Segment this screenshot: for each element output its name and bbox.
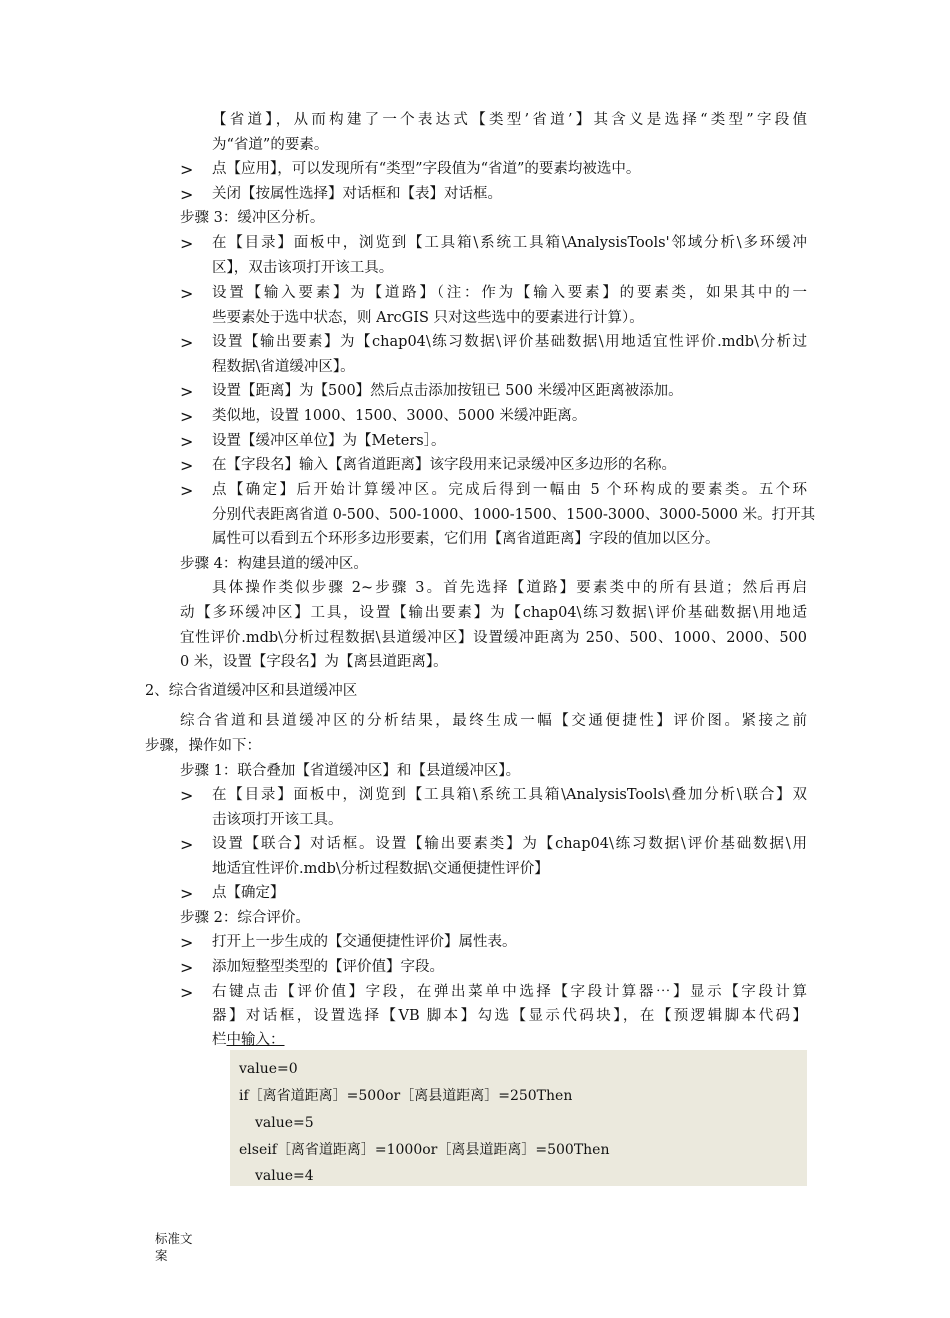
text-run: 栏 — [212, 1032, 227, 1048]
bullet-arrow-icon: > — [180, 234, 194, 253]
bullet-arrow-icon: > — [180, 160, 194, 179]
bullet-arrow-icon: > — [180, 333, 194, 352]
code-line: value=5 — [255, 1115, 314, 1131]
list-item-continuation: 属性可以看到五个环形多边形要素，它们用【离省道距离】字段的值加以区分。 — [212, 531, 720, 547]
bullet-arrow-icon: > — [180, 185, 194, 204]
list-item-continuation: 击该项打开该工具。 — [212, 812, 343, 828]
bullet-arrow-icon: > — [180, 407, 194, 426]
paragraph-line: 宜性评价.mdb\分析过程数据\县道缓冲区】设置缓冲距离为 250、500、1000、2000、500 — [180, 630, 807, 646]
list-item: 类似地，设置 1000、1500、3000、5000 米缓冲距离。 — [212, 408, 587, 424]
list-item: 点【确定】 — [212, 885, 285, 901]
section-heading: 2、综合省道缓冲区和县道缓冲区 — [145, 683, 358, 699]
code-line: value=4 — [255, 1168, 314, 1184]
list-item-continuation: 些要素处于选中状态，则 ArcGIS 只对这些选中的要素进行计算）。 — [212, 310, 644, 326]
list-item-continuation: 程数据\省道缓冲区】。 — [212, 359, 355, 375]
bullet-arrow-icon: > — [180, 933, 194, 952]
bullet-arrow-icon: > — [180, 481, 194, 500]
list-item: 在【目录】面板中，浏览到【工具箱\系统工具箱\AnalysisTools'邻域分析\多环缓冲 — [212, 235, 807, 251]
list-item-continuation: 地适宜性评价.mdb\分析过程数据\交通便捷性评价】 — [212, 861, 549, 877]
list-item: 设置【距离】为【500】然后点击添加按钮已 500 米缓冲区距离被添加。 — [212, 383, 683, 399]
list-item: 点【应用】，可以发现所有“类型”字段值为“省道”的要素均被选中。 — [212, 161, 641, 177]
code-line: value=0 — [239, 1061, 298, 1077]
step-heading: 步骤 2：综合评价。 — [180, 910, 310, 926]
list-item: 在【目录】面板中，浏览到【工具箱\系统工具箱\AnalysisTools\叠加分析\联合】双 — [212, 787, 807, 803]
list-item: 关闭【按属性选择】对话框和【表】对话框。 — [212, 186, 502, 202]
bullet-arrow-icon: > — [180, 884, 194, 903]
list-item-continuation: 器】对话框，设置选择【VB 脚本】勾选【显示代码块】，在【预逻辑脚本代码】 — [212, 1008, 807, 1024]
list-item: 设置【缓冲区单位】为【Meters］。 — [212, 433, 446, 449]
list-item: 添加短整型类型的【评价值】字段。 — [212, 959, 444, 975]
list-item: 在【字段名】输入【离省道距离】该字段用来记录缓冲区多边形的名称。 — [212, 457, 676, 473]
bullet-arrow-icon: > — [180, 456, 194, 475]
list-item-continuation: 分别代表距离省道 0-500、500-1000、1000-1500、1500-3000、3000-5000 米。打开其 — [212, 507, 816, 523]
paragraph-line: 【省道】，从而构建了一个表达式【类型’省道’】其含义是选择“类型”字段值 — [212, 112, 807, 128]
footer-text: 案 — [155, 1248, 168, 1263]
step-heading: 步骤 4：构建县道的缓冲区。 — [180, 556, 368, 572]
code-line: if［离省道距离］=500or［离县道距离］=250Then — [239, 1088, 573, 1104]
paragraph-line: 为“省道”的要素。 — [212, 137, 329, 153]
list-item: 右键点击【评价值】字段，在弹出菜单中选择【字段计算器⋯】显示【字段计算 — [212, 984, 807, 1000]
bullet-arrow-icon: > — [180, 835, 194, 854]
code-line: elseif［离省道距离］=1000or［离县道距离］=500Then — [239, 1142, 610, 1158]
paragraph-line: 综合省道和县道缓冲区的分析结果，最终生成一幅【交通便捷性】评价图。紧接之前 — [180, 713, 807, 729]
list-item: 打开上一步生成的【交通便捷性评价】属性表。 — [212, 934, 517, 950]
underlined-text: 中输入： — [226, 1032, 285, 1048]
list-item: 设置【输入要素】为【道路】（注：作为【输入要素】的要素类，如果其中的一 — [212, 285, 807, 301]
list-item-continuation: 区】，双击该项打开该工具。 — [212, 260, 394, 276]
list-item: 点【确定】后开始计算缓冲区。完成后得到一幅由 5 个环构成的要素类。五个环 — [212, 482, 807, 498]
paragraph-line: 具体操作类似步骤 2~步骤 3。首先选择【道路】要素类中的所有县道；然后再启 — [212, 580, 807, 596]
paragraph-line: 动【多环缓冲区】工具，设置【输出要素】为【chap04\练习数据\评价基础数据\用地适 — [180, 605, 807, 621]
bullet-arrow-icon: > — [180, 958, 194, 977]
paragraph-line: 步骤，操作如下： — [145, 738, 261, 754]
bullet-arrow-icon: > — [180, 432, 194, 451]
step-heading: 步骤 1：联合叠加【省道缓冲区】和【县道缓冲区】。 — [180, 763, 521, 779]
bullet-arrow-icon: > — [180, 983, 194, 1002]
code-block — [230, 1050, 807, 1186]
footer-text: 标准文 — [155, 1231, 193, 1246]
bullet-arrow-icon: > — [180, 284, 194, 303]
paragraph-line: 0 米，设置【字段名】为【离县道距离】。 — [180, 654, 448, 670]
page-footer — [155, 1230, 193, 1264]
bullet-arrow-icon: > — [180, 786, 194, 805]
step-heading: 步骤 3：缓冲区分析。 — [180, 210, 325, 226]
list-item: 设置【输出要素】为【chap04\练习数据\评价基础数据\用地适宜性评价.mdb\分析过 — [212, 334, 807, 350]
list-item: 设置【联合】对话框。设置【输出要素类】为【chap04\练习数据\评价基础数据\用 — [212, 836, 807, 852]
bullet-arrow-icon: > — [180, 382, 194, 401]
